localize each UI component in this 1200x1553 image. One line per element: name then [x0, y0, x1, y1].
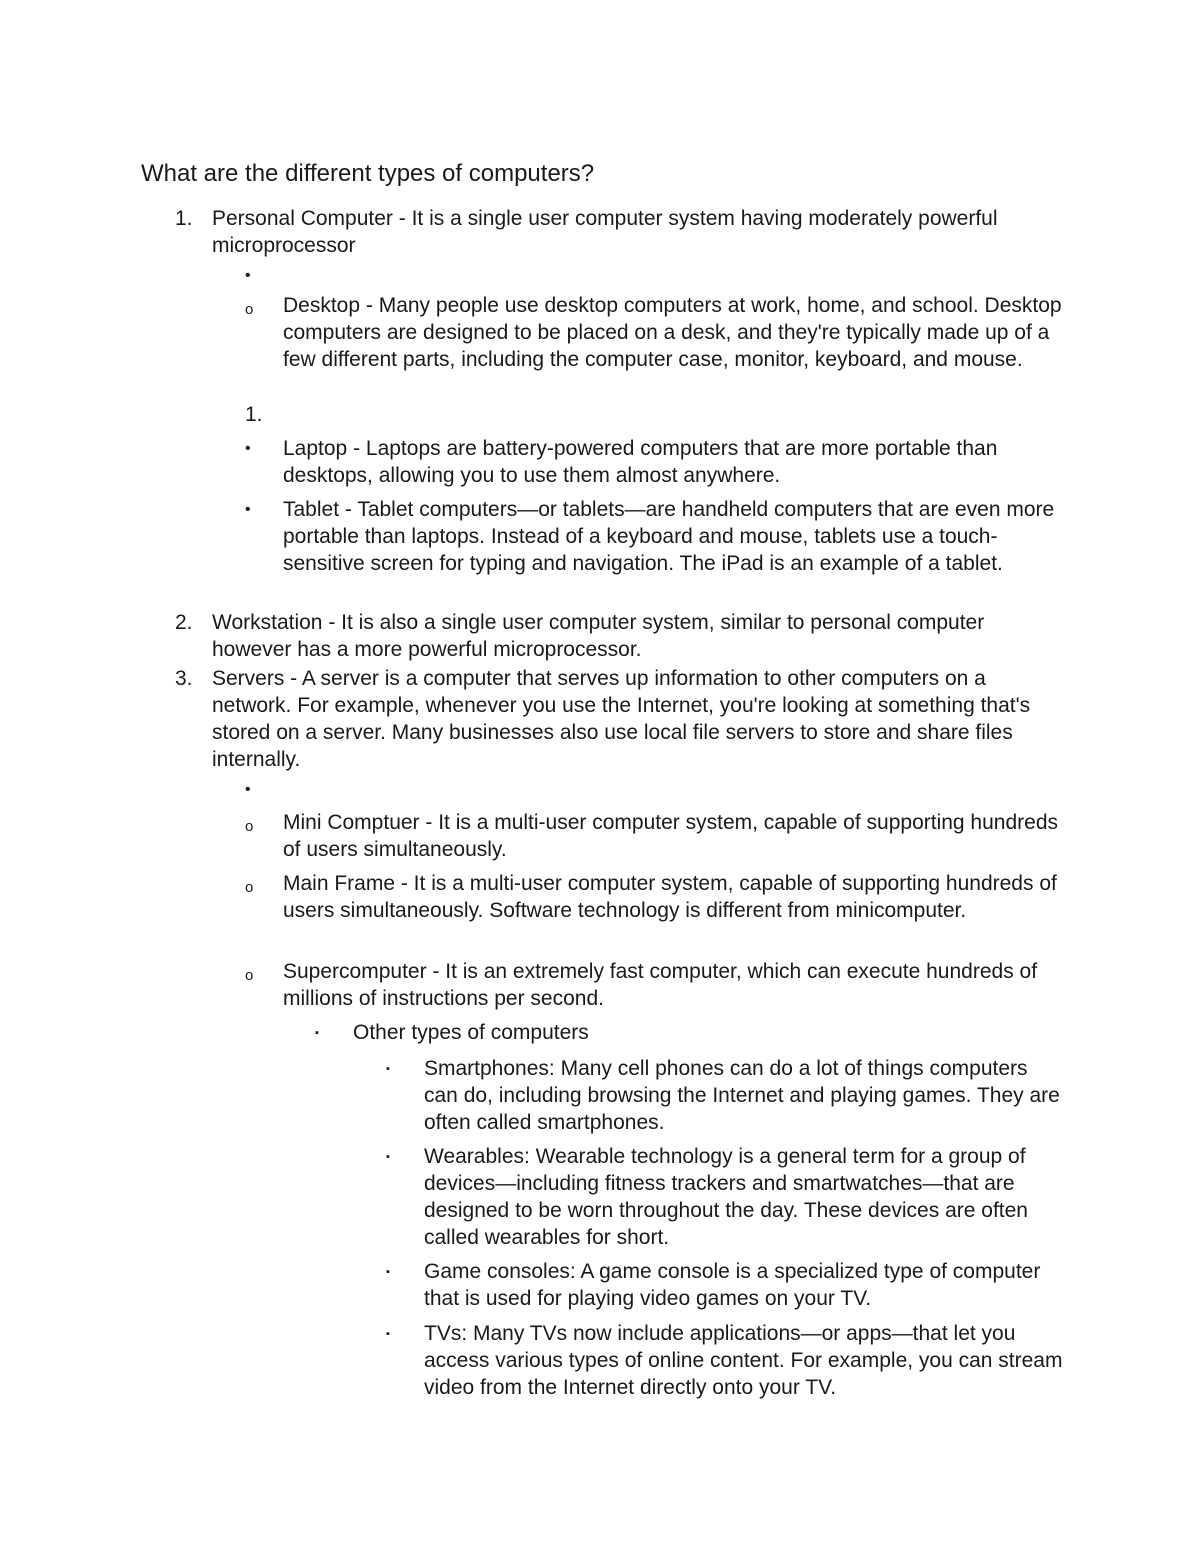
list-item-text: Mini Comptuer - It is a multi-user computer system, capable of supporting hundreds of users simultaneously.: [283, 811, 1059, 861]
list-item-text: Servers - A server is a computer that serves up information to other computers on a network. For example, whenever you use the Internet, you're looking at something that's stored on a server. Many businesses also use local file servers to store and share files internally.: [212, 667, 1031, 771]
list-item-tvs: [386, 1320, 1064, 1401]
list-item-main-frame: [245, 870, 1063, 924]
bullet-icon: •: [245, 267, 251, 284]
list-item-wearables: [386, 1143, 1064, 1251]
square-bullet-icon: ▪: [315, 1027, 319, 1039]
list-item-workstation: [175, 609, 1052, 663]
list-item-servers: [175, 665, 1052, 773]
list-marker: 1.: [175, 207, 193, 230]
list-item-text: Wearables: Wearable technology is a general term for a group of devices—including fitness trackers and smartwatches—that are designed to be worn throughout the day. These devices are often called wearables for short.: [424, 1145, 1028, 1249]
list-item-game-consoles: [386, 1258, 1064, 1312]
list-item-laptop: [245, 435, 1063, 489]
page-title: What are the different types of computers?: [141, 160, 595, 187]
square-bullet-icon: ▪: [386, 1266, 390, 1278]
list-item-text: Main Frame - It is a multi-user computer system, capable of supporting hundreds of users simultaneously. Software technology is different from minicomputer.: [283, 872, 1057, 922]
list-item-text: Personal Computer - It is a single user computer system having moderately powerful microprocessor: [212, 207, 998, 257]
bullet-icon: •: [245, 440, 251, 457]
list-marker: 1.: [245, 403, 263, 426]
list-item-text: Tablet - Tablet computers—or tablets—are handheld computers that are even more portable than laptops. Instead of a keyboard and mouse, tablets use a touch-sensitive screen for typing and navigation. The iPad is an example of a tablet.: [283, 498, 1055, 575]
list-item-text: Supercomputer - It is an extremely fast computer, which can execute hundreds of millions of instructions per second.: [283, 960, 1038, 1010]
list-item-text: Desktop - Many people use desktop computers at work, home, and school. Desktop computers are designed to be placed on a desk, and they're typically made up of a few different parts, including the computer case, monitor, keyboard, and mouse.: [283, 294, 1062, 371]
list-item-text: TVs: Many TVs now include applications—or apps—that let you access various types of online content. For example, you can stream video from the Internet directly onto your TV.: [424, 1322, 1063, 1399]
list-item-personal-computer: [175, 205, 1052, 259]
list-item-text: Other types of computers: [353, 1021, 589, 1044]
circle-bullet-icon: o: [245, 301, 254, 318]
circle-bullet-icon: o: [245, 967, 254, 984]
list-item-mini-computer: [245, 809, 1063, 863]
bullet-icon: •: [245, 781, 251, 798]
list-item-text: Laptop - Laptops are battery-powered computers that are more portable than desktops, allowing you to use them almost anywhere.: [283, 437, 998, 487]
list-item-text: Game consoles: A game console is a specialized type of computer that is used for playing video games on your TV.: [424, 1260, 1041, 1310]
list-item-text: Workstation - It is also a single user computer system, similar to personal computer however has a more powerful microprocessor.: [212, 611, 985, 661]
list-marker: 3.: [175, 667, 193, 690]
list-item-text: Smartphones: Many cell phones can do a lot of things computers can do, including browsing the Internet and playing games. They are often called smartphones.: [424, 1057, 1060, 1134]
list-item-tablet: [245, 496, 1063, 577]
list-item-smartphones: [386, 1055, 1064, 1136]
square-bullet-icon: ▪: [386, 1151, 390, 1163]
square-bullet-icon: ▪: [386, 1328, 390, 1340]
circle-bullet-icon: o: [245, 818, 254, 835]
list-item-supercomputer: [245, 958, 1063, 1012]
circle-bullet-icon: o: [245, 879, 254, 896]
bullet-icon: •: [245, 501, 251, 518]
list-item-desktop: [245, 292, 1063, 373]
square-bullet-icon: ▪: [386, 1063, 390, 1075]
list-item-other-types: [315, 1019, 1053, 1046]
list-marker: 2.: [175, 611, 193, 634]
